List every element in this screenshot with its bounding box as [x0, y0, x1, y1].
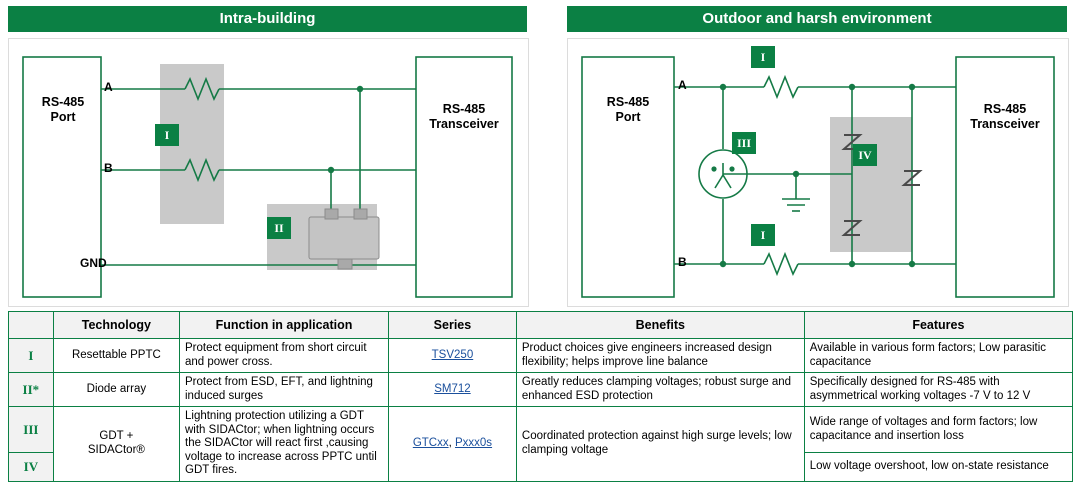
table-header-row [9, 312, 1073, 339]
diode-pin-1 [325, 209, 338, 219]
rs485-port-label-right [592, 95, 664, 125]
diagram-intra-building [8, 38, 529, 307]
chip-label-i-right-top: I [751, 46, 775, 68]
pin-label-b: B [104, 161, 113, 175]
series-link-sm712[interactable]: SM712 [434, 382, 471, 395]
row-series-ii [389, 373, 517, 407]
pin-label-b-right: B [678, 255, 687, 269]
diagram-outdoor [567, 38, 1069, 307]
series-link-tsv250[interactable]: TSV250 [431, 348, 474, 361]
row-function-ii: Protect from ESD, EFT, and lightning induced surges [180, 373, 389, 407]
series-link-pxxx0s[interactable]: Pxxx0s [454, 437, 493, 449]
row-marker-iv: IV [9, 453, 54, 481]
row-benefits-i: Product choices give engineers increased design flexibility; helps improve line balance [516, 339, 804, 373]
row-features-iii: Wide range of voltages and form factors; low capacitance and insertion loss [804, 407, 1072, 453]
junction-earth [793, 171, 799, 177]
rs485-port-label [31, 95, 95, 125]
rs485-transceiver-block [416, 57, 512, 297]
rs485-port-label-line1: RS-485 [41, 95, 85, 109]
schematic-right [568, 39, 1068, 306]
pin-label-a: A [104, 80, 113, 94]
row-features-ii: Specifically designed for RS-485 with asymmetrical working voltages -7 V to 12 V [804, 373, 1072, 407]
chip-label-iii-right: III [732, 132, 756, 154]
gdt-dot-1 [711, 166, 716, 171]
pin-label-gnd: GND [80, 256, 107, 270]
junction-a [357, 86, 363, 92]
chip-label-i-left: I [155, 124, 179, 146]
table-header-features: Features [804, 312, 1072, 339]
table-header-benefits: Benefits [516, 312, 804, 339]
row-marker-ii: II* [9, 373, 54, 407]
row-function-i: Protect equipment from short circuit and power cross. [180, 339, 389, 373]
junction-sidactor-r-b [909, 261, 915, 267]
row-technology-iii-iv [53, 407, 179, 482]
protection-options-table [8, 311, 1073, 482]
pptc-symbol-b-right [764, 254, 798, 274]
row-series-iii-iv: GTCxx, Pxxx0s [389, 407, 517, 482]
table-header-series: Series [389, 312, 517, 339]
rs485-port-block-right [582, 57, 674, 297]
rs485-port-label-line2: Port [50, 110, 76, 124]
row-technology-line2: SIDACtor® [87, 443, 145, 456]
junction-a-right [720, 84, 726, 90]
row-features-i: Available in various form factors; Low parasitic capacitance [804, 339, 1072, 373]
pin-label-a-right: A [678, 78, 687, 92]
rs485-port-label-right-line1: RS-485 [606, 95, 650, 109]
rs485-transceiver-label-line1: RS-485 [442, 102, 486, 116]
row-marker-i: I [9, 339, 54, 373]
row-function-iii-iv: Lightning protection utilizing a GDT with SIDACtor; when lightning occurs the SIDACtor will react first ,causing voltage to increase across PPTC until GDT fires. [180, 407, 389, 482]
table-row [9, 407, 1073, 453]
rs485-transceiver-label [417, 102, 511, 132]
rs485-transceiver-label-line2: Transceiver [429, 117, 499, 131]
row-technology-line1: GDT + [99, 430, 134, 443]
row-features-iv: Low voltage overshoot, low on-state resistance [804, 453, 1072, 481]
row-technology-ii: Diode array [53, 373, 179, 407]
rs485-transceiver-label-right [957, 102, 1053, 132]
rs485-transceiver-block-right [956, 57, 1054, 297]
chip-label-ii-left: II [267, 217, 291, 239]
junction-b-right [720, 261, 726, 267]
series-link-gtcxx[interactable]: GTCxx [412, 437, 449, 449]
panel-header-outdoor: Outdoor and harsh environment [567, 6, 1067, 32]
row-technology-i: Resettable PPTC [53, 339, 179, 373]
chip-label-i-right-bottom: I [751, 224, 775, 246]
row-marker-iii: III [9, 407, 54, 453]
rs485-transceiver-label-right-line2: Transceiver [970, 117, 1040, 131]
chip-label-iv-right: IV [853, 144, 877, 166]
junction-b [328, 167, 334, 173]
row-series-i [389, 339, 517, 373]
row-benefits-ii: Greatly reduces clamping voltages; robust surge and enhanced ESD protection [516, 373, 804, 407]
diode-array-package [309, 217, 379, 259]
rs485-transceiver-label-right-line1: RS-485 [983, 102, 1027, 116]
pptc-symbol-a-right [764, 77, 798, 97]
row-benefits-iii-iv: Coordinated protection against high surge levels; low clamping voltage [516, 407, 804, 482]
diode-pin-2 [354, 209, 367, 219]
table-header-blank [9, 312, 54, 339]
junction-sidactor-a [849, 84, 855, 90]
table-header-technology: Technology [53, 312, 179, 339]
junction-sidactor-r-a [909, 84, 915, 90]
diode-pin-3 [338, 259, 352, 269]
table-row [9, 373, 1073, 407]
panel-header-intra-building: Intra-building [8, 6, 527, 32]
rs485-port-label-right-line2: Port [615, 110, 641, 124]
table-header-function: Function in application [180, 312, 389, 339]
shade-sidactor-region [830, 117, 912, 252]
junction-sidactor-b [849, 261, 855, 267]
gdt-dot-2 [729, 166, 734, 171]
table-row [9, 339, 1073, 373]
